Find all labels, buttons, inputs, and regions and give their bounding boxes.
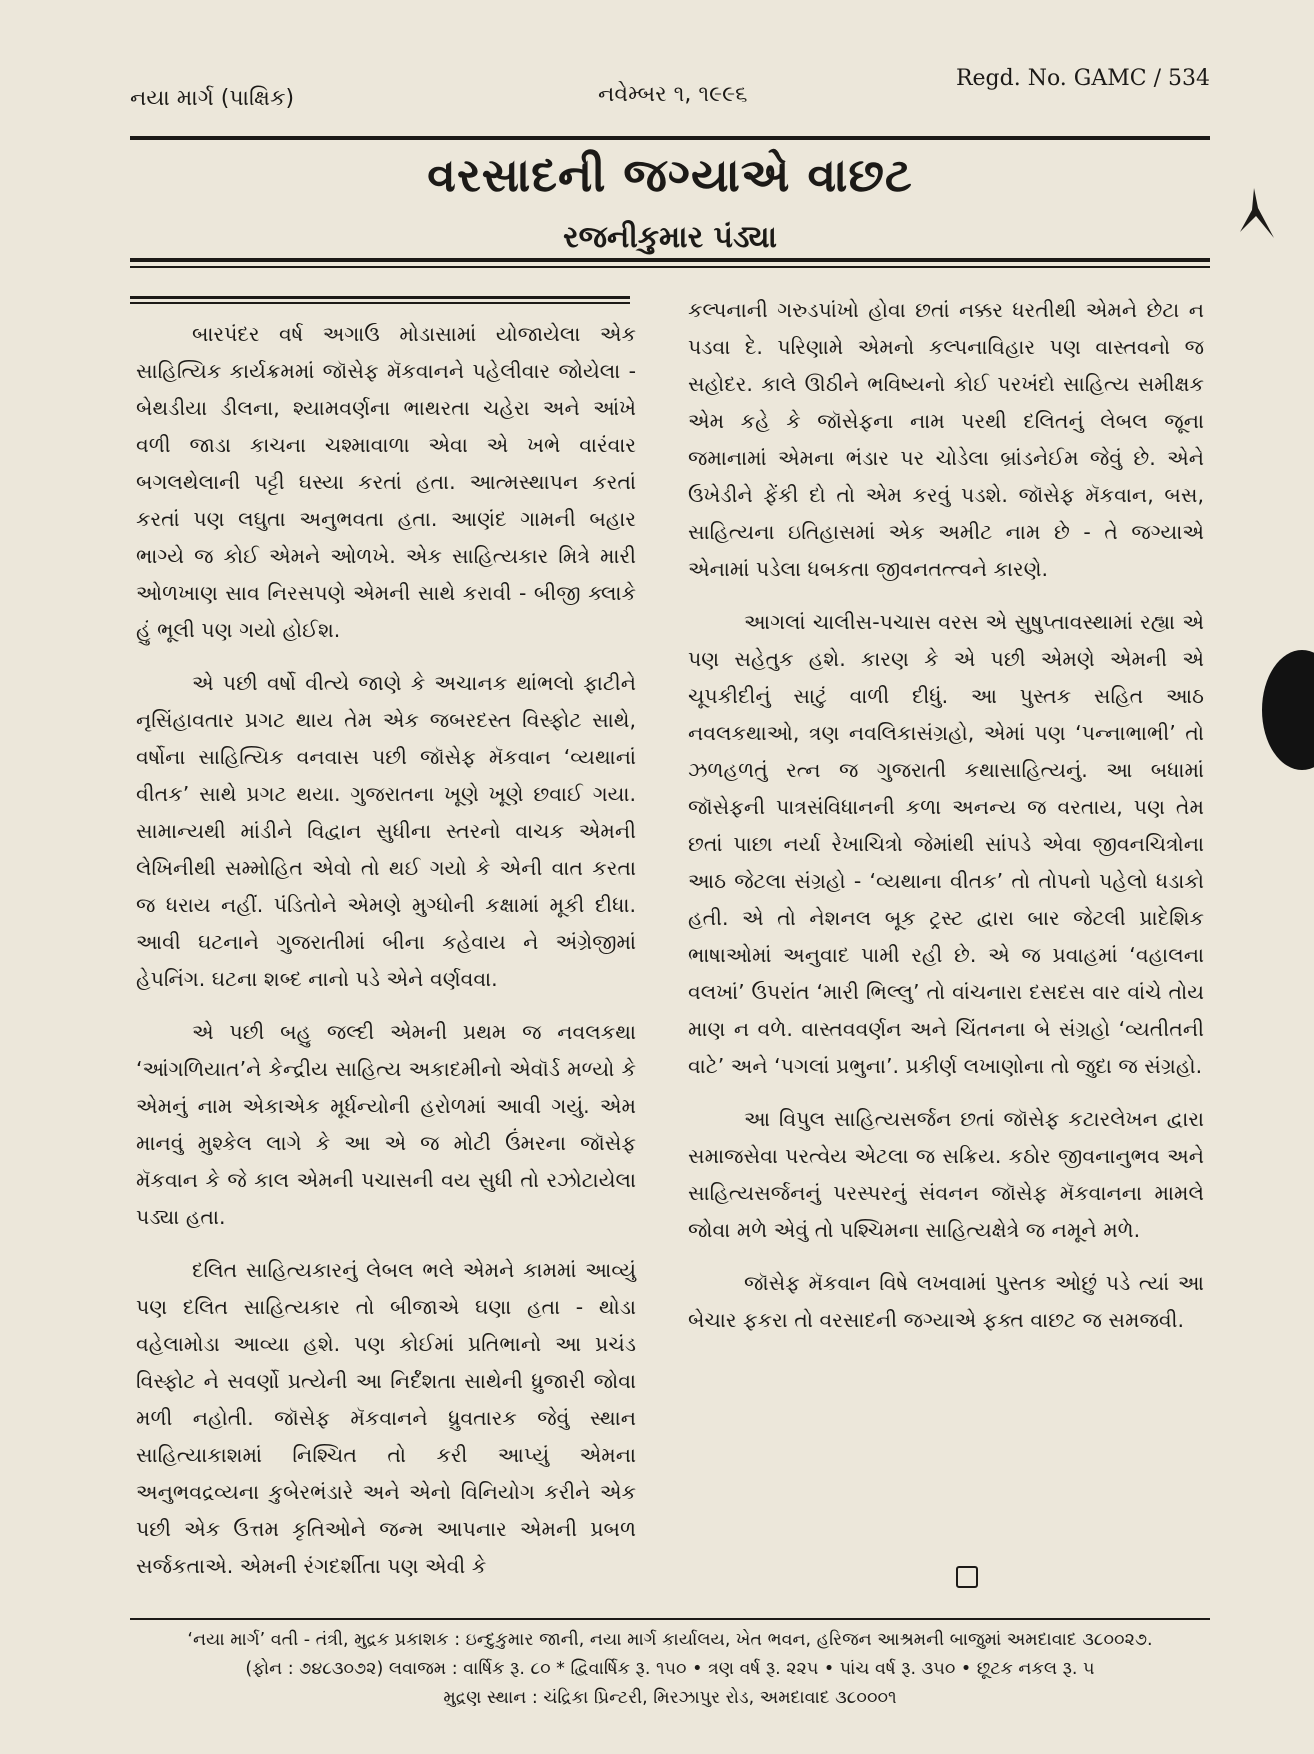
masthead (130, 58, 1210, 111)
ink-stain (1262, 650, 1314, 770)
footer-rule (130, 1618, 1210, 1620)
punch-mark-icon (1236, 186, 1276, 242)
article-author: રજનીકુમાર પંડ્યા (563, 220, 777, 255)
article-column-right (688, 292, 1204, 1355)
column-rule-thick (130, 296, 630, 299)
title-rule-thick (130, 258, 1210, 262)
paragraph: આગલાં ચાલીસ-પચાસ વરસ એ સુષુપ્તાવસ્થામાં રહ્યા એ પણ સહેતુક હશે. કારણ કે એ પછી એમણે એમની એ ચૂપકીદીનું સાટું વાળી દીધું. આ પુસ્તક સહિત આઠ નવલકથાઓ, ત્રણ નવલિકાસંગ્રહો, એમાં પણ ‘પન્નાભાભી’ તો ઝળહળતું રત્ન જ ગુજરાતી કથાસાહિત્યનું. આ બધામાં જૉસેફની પાત્રસંવિધાનની કળા અનન્ય જ વરતાય, પણ તેમ છતાં પાછા નર્યા રેખાચિત્રો જેમાંથી સાંપડે એવા જીવનચિત્રોના આઠ જેટલા સંગ્રહો - ‘વ્યથાના વીતક’ તો તોપનો પહેલો ધડાકો હતી. એ તો નેશનલ બૂક ટ્રસ્ટ દ્વારા બાર જેટલી પ્રાદેશિક ભાષાઓમાં અનુવાદ પામી રહી છે. એ જ પ્રવાહમાં ‘વહાલના વલખાં’ ઉપરાંત ‘મારી ભિલ્લુ’ તો વાંચનારા દસદસ વાર વાંચે તોય માણ ન વળે. વાસ્તવવર્ણન અને ચિંતનના બે સંગ્રહો ‘વ્યતીતની વાટે’ અને ‘પગલાં પ્રભુના’. પ્રકીર્ણ લખાણોના તો જુદા જ સંગ્રહો. (688, 610, 1204, 1078)
paragraph: બારપંદર વર્ષ અગાઉ મોડાસામાં યોજાયેલા એક સાહિત્યિક કાર્યક્રમમાં જૉસેફ મૅકવાનને પહેલીવાર જોયેલા - બેથડીયા ડીલના, શ્યામવર્ણના ભાથરતા ચહેરા અને આંખે વળી જાડા કાચના ચશ્માવાળા એવા એ ખભે વારંવાર બગલથેલાની પટ્ટી ઘસ્યા કરતાં હતા. આત્મસ્થાપન કરતાં કરતાં પણ લઘુતા અનુભવતા હતા. આણંદ ગામની બહાર ભાગ્યે જ કોઈ એમને ઓળખે. એક સાહિત્યકાર મિત્રે મારી ઓળખાણ સાવ નિરસપણે એમની સાથે કરાવી - બીજી ક્લાકે હું ભૂલી પણ ગયો હોઈશ. (136, 322, 636, 642)
imprint-footer (130, 1626, 1210, 1713)
paragraph: આ વિપુલ સાહિત્યસર્જન છતાં જૉસેફ કટારલેખન દ્વારા સમાજસેવા પરત્વેય એટલા જ સક્રિય. કઠોર જીવનાનુભવ અને સાહિત્યસર્જનનું પરસ્પરનું સંવનન જૉસેફ મૅકવાનના મામલે જોવા મળે એવું તો પશ્ચિમના સાહિત્યક્ષેત્રે જ નમૂને મળે. (688, 1107, 1204, 1242)
footer-line: મુદ્રણ સ્થાન : ચંદ્રિકા પ્રિન્ટરી, મિરઝાપુર રોડ, અમદાવાદ ૩૮૦૦૦૧ (443, 1688, 897, 1708)
issue-date: નવેમ્બર ૧, ૧૯૯૬ (598, 82, 748, 107)
column-rule-thin (130, 302, 630, 304)
header-rule (130, 136, 1210, 140)
registration-number: Regd. No. GAMC / 534 (955, 66, 1210, 91)
paragraph: એ પછી બહુ જલ્દી એમની પ્રથમ જ નવલકથા ‘આંગળિયાત’ને કેન્દ્રીય સાહિત્ય અકાદમીનો એવૉર્ડ મળ્યો કે એમનું નામ એકાએક મૂર્ધન્યોની હરોળમાં આવી ગયું. એમ માનવું મુશ્કેલ લાગે કે આ એ જ મોટી ઉંમરના જૉસેફ મૅકવાન કે જે કાલ એમની પચાસની વય સુધી તો રઝોટાયેલા પડ્યા હતા. (136, 1020, 636, 1229)
paragraph: જૉસેફ મૅકવાન વિષે લખવામાં પુસ્તક ઓછું પડે ત્યાં આ બેચાર ફકરા તો વરસાદની જગ્યાએ ફક્ત વાછટ જ સમજવી. (688, 1271, 1204, 1332)
article-title: વરસાદની જગ્યાએ વાછટ (427, 148, 913, 202)
footer-line: (ફોન : ૭૪૮૩૦૭૨) લવાજમ : વાર્ષિક રૂ. ૮૦ * દ્વિવાર્ષિક રૂ. ૧૫૦ • ત્રણ વર્ષ રૂ. ૨૨૫ • પાંચ વર્ષ રૂ. ૩૫૦ • છૂટક નકલ રૂ. ૫ (245, 1659, 1095, 1679)
paragraph: દલિત સાહિત્યકારનું લેબલ ભલે એમને કામમાં આવ્યું પણ દલિત સાહિત્યકાર તો બીજાએ ઘણા હતા - થોડા વહેલામોડા આવ્યા હશે. પણ કોઈમાં પ્રતિભાનો આ પ્રચંડ વિસ્ફોટ ને સવર્ણો પ્રત્યેની આ નિર્દંશતા સાથેની ધ્રુજારી જોવા મળી નહોતી. જૉસેફ મૅકવાનને ધ્રુવતારક જેવું સ્થાન સાહિત્યાકાશમાં નિશ્ચિત તો કરી આપ્યું એમના અનુભવદ્રવ્યના કુબેરભંડારે અને એનો વિનિયોગ કરીને એક પછી એક ઉત્તમ કૃતિઓને જન્મ આપનાર એમની પ્રબળ સર્જકતાએ. એમની રંગદર્શીતા પણ એવી કે (136, 1258, 636, 1578)
end-mark-square-icon (956, 1566, 978, 1588)
article-column-left (136, 316, 636, 1601)
paragraph: કલ્પનાની ગરુડપાંખો હોવા છતાં નક્કર ધરતીથી એમને છેટા ન પડવા દે. પરિણામે એમનો કલ્પનાવિહાર પણ વાસ્તવનો જ સહોદર. કાલે ઊઠીને ભવિષ્યનો કોઈ પરખંદો સાહિત્ય સમીક્ષક એમ કહે કે જૉસેફના નામ પરથી દલિતનું લેબલ જૂના જમાનામાં એમના ભંડાર પર ચોડેલા બ્રાંડનેઈમ જેવું છે. એને ઉખેડીને ફેંકી દો તો એમ કરવું પડશે. જૉસેફ મૅકવાન, બસ, સાહિત્યના ઇતિહાસમાં એક અમીટ નામ છે - તે જગ્યાએ એનામાં પડેલા ધબકતા જીવનતત્ત્વને કારણે. (688, 298, 1204, 581)
paragraph: એ પછી વર્ષો વીત્યે જાણે કે અચાનક થાંભલો ફાટીને નૃસિંહાવતાર પ્રગટ થાય તેમ એક જબરદસ્ત વિસ્ફોટ સાથે, વર્ષોના સાહિત્યિક વનવાસ પછી જૉસેફ મૅકવાન ‘વ્યથાનાં વીતક’ સાથે પ્રગટ થયા. ગુજરાતના ખૂણે ખૂણે છવાઈ ગયા. સામાન્યથી માંડીને વિદ્વાન સુધીના સ્તરનો વાચક એમની લેખિનીથી સમ્મોહિત એવો તો થઈ ગયો કે એની વાત કરતા જ ધરાય નહીં. પંડિતોને એમણે મુગ્ધોની કક્ષામાં મૂકી દીધા. આવી ઘટનાને ગુજરાતીમાં બીના કહેવાય ને અંગ્રેજીમાં હેપનિંગ. ઘટના શબ્દ નાનો પડે એને વર્ણવવા. (136, 671, 636, 991)
footer-line: ‘નયા માર્ગ’ વતી - તંત્રી, મુદ્રક પ્રકાશક : ઇન્દુકુમાર જાની, નયા માર્ગ કાર્યાલય, ખેત ભવન, હરિજન આશ્રમની બાજુમાં અમદાવાદ ૩૮૦૦૨૭. (187, 1630, 1153, 1650)
title-rule-thin (130, 266, 1210, 268)
publication-name: નયા માર્ગ (પાક્ષિક) (130, 86, 295, 111)
